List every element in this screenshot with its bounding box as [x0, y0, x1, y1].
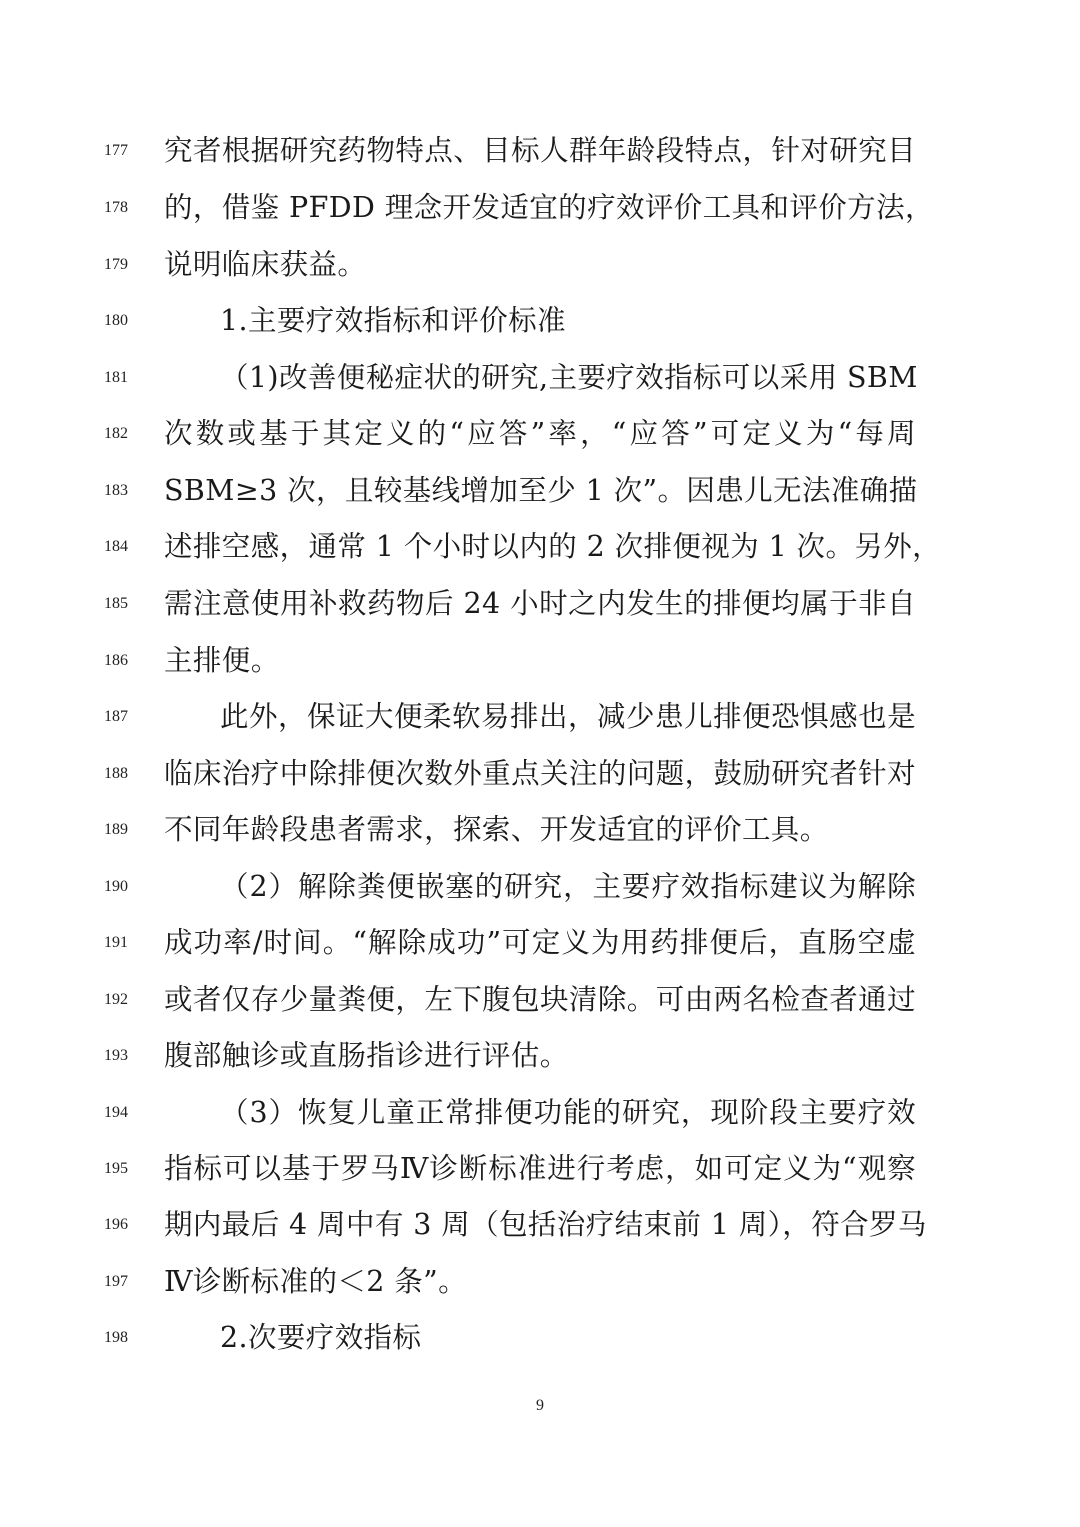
text-line: [0, 1254, 1080, 1310]
line-text: 的，借鉴 PFDD 理念开发适宜的疗效评价工具和评价方法，: [164, 190, 934, 224]
line-text: 临床治疗中除排便次数外重点关注的问题，鼓励研究者针对: [164, 756, 916, 790]
line-number: 177: [104, 142, 128, 159]
line-text: （2）解除粪便嵌塞的研究，主要疗效指标建议为解除: [220, 869, 916, 903]
line-number: 183: [104, 482, 128, 499]
line-text: 此外，保证大便柔软易排出，减少患儿排便恐惧感也是: [220, 699, 916, 733]
line-text: 腹部触诊或直肠指诊进行评估。: [164, 1038, 569, 1072]
line-text: 次数或基于其定义的“应答”率，“应答”可定义为“每周: [164, 416, 916, 450]
line-number: 187: [104, 708, 128, 725]
line-number: 179: [104, 256, 128, 273]
text-line: [0, 1028, 1080, 1084]
line-text: 期内最后 4 周中有 3 周（包括治疗结束前 1 周），符合罗马: [164, 1207, 927, 1241]
page-number: 9: [536, 1397, 544, 1414]
text-line: [0, 972, 1080, 1028]
line-number: 189: [104, 821, 128, 838]
line-number: 191: [104, 934, 128, 951]
text-line: [0, 180, 1080, 236]
line-number: 198: [104, 1329, 128, 1346]
line-number: 196: [104, 1216, 128, 1233]
line-number: 197: [104, 1273, 128, 1290]
text-line: [0, 463, 1080, 519]
line-number: 186: [104, 652, 128, 669]
line-number: 182: [104, 425, 128, 442]
line-number: 181: [104, 369, 128, 386]
line-text: 究者根据研究药物特点、目标人群年龄段特点，针对研究目: [164, 133, 916, 167]
line-text: （3）恢复儿童正常排便功能的研究，现阶段主要疗效: [220, 1095, 916, 1129]
text-line: [0, 689, 1080, 745]
section-heading: 2.次要疗效指标: [220, 1320, 422, 1354]
text-line: [0, 859, 1080, 915]
line-number: 192: [104, 991, 128, 1008]
line-number: 188: [104, 765, 128, 782]
line-number: 195: [104, 1160, 128, 1177]
text-line: [0, 123, 1080, 179]
line-text: 或者仅存少量粪便，左下腹包块清除。可由两名检查者通过: [164, 982, 916, 1016]
line-text: SBM≥3 次，且较基线增加至少 1 次”。因患儿无法准确描: [164, 473, 918, 507]
line-number: 194: [104, 1104, 128, 1121]
text-line: [0, 633, 1080, 689]
line-text: Ⅳ诊断标准的＜2 条”。: [164, 1264, 468, 1298]
line-text: 说明临床获益。: [164, 247, 367, 281]
line-number: 193: [104, 1047, 128, 1064]
line-number: 190: [104, 878, 128, 895]
text-line: [0, 915, 1080, 971]
line-text: 述排空感，通常 1 个小时以内的 2 次排便视为 1 次。另外，: [164, 529, 942, 563]
text-line: [0, 802, 1080, 858]
section-heading: 1.主要疗效指标和评价标准: [220, 303, 566, 337]
line-text: 成功率/时间。“解除成功”可定义为用药排便后，直肠空虚: [164, 925, 916, 959]
text-line: [0, 1310, 1080, 1366]
line-number: 184: [104, 538, 128, 555]
line-text: 需注意使用补救药物后 24 小时之内发生的排便均属于非自: [164, 586, 916, 620]
line-text: 指标可以基于罗马Ⅳ诊断标准进行考虑，如可定义为“观察: [164, 1151, 916, 1185]
text-line: [0, 237, 1080, 293]
text-line: [0, 1085, 1080, 1141]
text-line: [0, 519, 1080, 575]
text-line: [0, 1197, 1080, 1253]
line-text: 主排便。: [164, 643, 280, 677]
line-number: 178: [104, 199, 128, 216]
text-line: [0, 576, 1080, 632]
text-line: [0, 293, 1080, 349]
text-line: [0, 406, 1080, 462]
line-number: 185: [104, 595, 128, 612]
text-line: [0, 1141, 1080, 1197]
text-line: [0, 350, 1080, 406]
line-number: 180: [104, 312, 128, 329]
line-text: （1)改善便秘症状的研究,主要疗效指标可以采用 SBM: [220, 360, 918, 394]
line-text: 不同年龄段患者需求，探索、开发适宜的评价工具。: [164, 812, 829, 846]
text-line: [0, 746, 1080, 802]
